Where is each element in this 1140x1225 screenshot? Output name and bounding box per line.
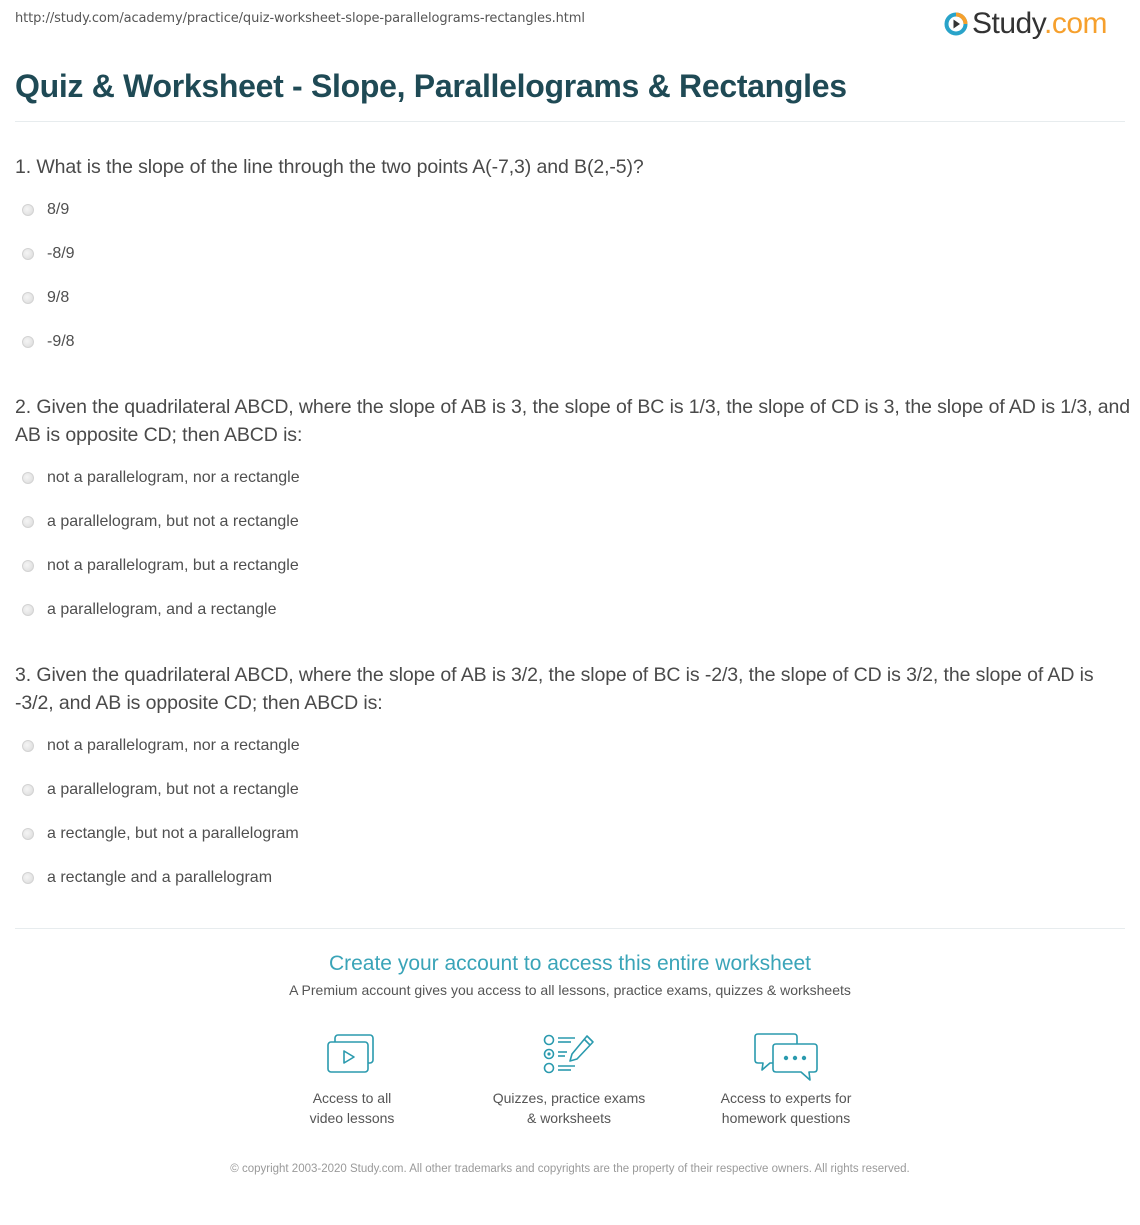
answer-label: a rectangle and a parallelogram: [47, 869, 273, 886]
answer-label: 8/9: [47, 201, 70, 218]
answer-option[interactable]: [22, 500, 300, 544]
chat-bubbles-icon: [754, 1032, 818, 1082]
answer-label: a parallelogram, but not a rectangle: [47, 781, 299, 798]
answer-option[interactable]: [22, 276, 75, 320]
radio-button[interactable]: [22, 784, 34, 796]
radio-button[interactable]: [22, 872, 34, 884]
answer-option[interactable]: [22, 724, 300, 768]
radio-button[interactable]: [22, 248, 34, 260]
question-3-text: 3. Given the quadrilateral ABCD, where the slope of AB is 3/2, the slope of BC is -2/3, the slope of CD is 3/2, the slope of AD is -3/2, and AB is opposite CD; then ABCD is:: [15, 664, 1094, 714]
feature-label-line2: & worksheets: [526, 1110, 612, 1126]
answer-label: not a parallelogram, nor a rectangle: [47, 737, 300, 754]
feature-label-line2: video lessons: [309, 1110, 395, 1126]
answer-label: -9/8: [47, 333, 75, 350]
logo-text: Study: [972, 7, 1044, 40]
answer-option[interactable]: [22, 588, 300, 632]
feature-quizzes: [469, 1032, 669, 1128]
answer-option[interactable]: [22, 544, 300, 588]
answer-label: a rectangle, but not a parallelogram: [47, 825, 299, 842]
premium-description: A Premium account gives you access to all lessons, practice exams, quizzes & worksheets: [289, 982, 851, 998]
question-3-options: [22, 724, 300, 900]
feature-label-line1: Quizzes, practice exams: [492, 1090, 646, 1106]
radio-button[interactable]: [22, 336, 34, 348]
copyright-footer: © copyright 2003-2020 Study.com. All other trademarks and copyrights are the property of their respective owners. All rights reserved.: [230, 1163, 910, 1175]
answer-option[interactable]: [22, 232, 75, 276]
answer-option[interactable]: [22, 188, 75, 232]
answer-label: 9/8: [47, 289, 70, 306]
question-1-options: [22, 188, 75, 364]
answer-label: -8/9: [47, 245, 75, 262]
answer-option[interactable]: [22, 768, 300, 812]
answer-option[interactable]: [22, 812, 300, 856]
question-2-text: 2. Given the quadrilateral ABCD, where the slope of AB is 3, the slope of BC is 1/3, the slope of CD is 3, the slope of AD is 1/3, and AB is opposite CD; then ABCD is:: [15, 396, 1130, 446]
answer-label: not a parallelogram, nor a rectangle: [47, 469, 300, 486]
radio-button[interactable]: [22, 604, 34, 616]
feature-label-line2: homework questions: [721, 1110, 851, 1126]
answer-option[interactable]: [22, 456, 300, 500]
page-title: Quiz & Worksheet - Slope, Parallelograms & Rectangles: [15, 68, 847, 104]
radio-button[interactable]: [22, 516, 34, 528]
create-account-link[interactable]: Create your account to access this entire worksheet: [328, 952, 812, 975]
feature-label-line1: Access to all: [312, 1090, 392, 1106]
answer-label: a parallelogram, but not a rectangle: [47, 513, 299, 530]
radio-button[interactable]: [22, 472, 34, 484]
page-url: http://study.com/academy/practice/quiz-worksheet-slope-parallelograms-rectangles.html: [15, 11, 585, 26]
question-1-text: 1. What is the slope of the line through the two points A(-7,3) and B(2,-5)?: [15, 156, 644, 178]
video-lessons-icon: [325, 1032, 379, 1078]
answer-label: not a parallelogram, but a rectangle: [47, 557, 299, 574]
quiz-checklist-icon: [541, 1032, 597, 1078]
study-play-icon: [944, 12, 968, 36]
feature-label-line1: Access to experts for: [720, 1090, 852, 1106]
radio-button[interactable]: [22, 292, 34, 304]
divider: [15, 121, 1125, 122]
radio-button[interactable]: [22, 560, 34, 572]
radio-button[interactable]: [22, 204, 34, 216]
feature-experts: [686, 1032, 886, 1128]
answer-option[interactable]: [22, 320, 75, 364]
feature-video-lessons: [252, 1032, 452, 1128]
radio-button[interactable]: [22, 740, 34, 752]
logo-dot-suffix: .com: [1044, 7, 1108, 40]
question-2-options: [22, 456, 300, 632]
divider: [15, 928, 1125, 929]
answer-option[interactable]: [22, 856, 300, 900]
radio-button[interactable]: [22, 828, 34, 840]
study-logo[interactable]: [944, 8, 1107, 40]
answer-label: a parallelogram, and a rectangle: [47, 601, 277, 618]
